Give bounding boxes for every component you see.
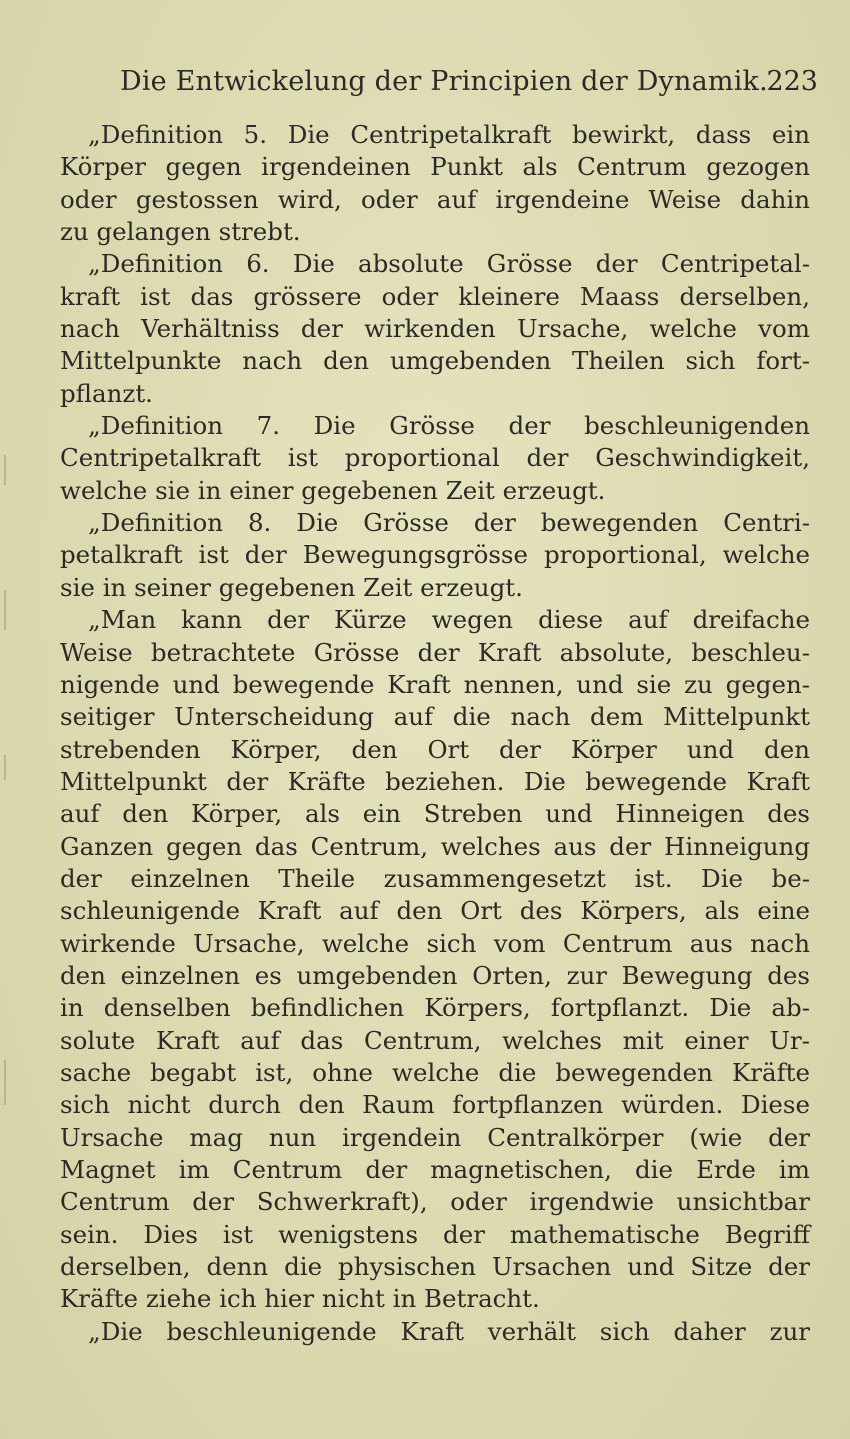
gutter-mark <box>4 455 6 485</box>
text-line: kraft ist das grössere oder kleinere Maass derselben, <box>60 281 810 311</box>
running-title: Die Entwickelung der Principien der Dynamik. <box>120 66 768 97</box>
text-line: der einzelnen Theile zusammengesetzt ist. Die be- <box>60 863 810 893</box>
text-line: solute Kraft auf das Centrum, welches mit einer Ur- <box>60 1025 810 1055</box>
text-line: „Definition 6. Die absolute Grösse der Centripetal- <box>88 249 810 279</box>
text-line: wirkende Ursache, welche sich vom Centrum aus nach <box>60 928 810 958</box>
text-line: Mittelpunkte nach den umgebenden Theilen sich fort- <box>60 346 810 376</box>
text-line: seitiger Unterscheidung auf die nach dem Mittelpunkt <box>60 702 810 732</box>
text-line: sache begabt ist, ohne welche die bewegenden Kräfte <box>60 1057 810 1087</box>
text-line: „Definition 8. Die Grösse der bewegenden Centri- <box>88 508 810 538</box>
text-line: in denselben befindlichen Körpers, fortpflanzt. Die ab- <box>60 993 810 1023</box>
text-line: den einzelnen es umgebenden Orten, zur Bewegung des <box>60 960 810 990</box>
text-line: petalkraft ist der Bewegungsgrösse proportional, welche <box>60 540 810 570</box>
text-line: Kräfte ziehe ich hier nicht in Betracht. <box>60 1284 540 1314</box>
text-line: „Definition 7. Die Grösse der beschleunigenden <box>88 411 810 441</box>
text-line: auf den Körper, als ein Streben und Hinneigen des <box>60 799 810 829</box>
gutter-mark <box>4 1060 6 1105</box>
text-line: schleunigende Kraft auf den Ort des Körpers, als eine <box>60 896 810 926</box>
text-line: Centrum der Schwerkraft), oder irgendwie unsichtbar <box>60 1187 810 1217</box>
page-header <box>120 62 820 102</box>
text-line: Magnet im Centrum der magnetischen, die Erde im <box>60 1155 810 1184</box>
text-line: pflanzt. <box>60 378 153 408</box>
text-line: Weise betrachtete Grösse der Kraft absolute, beschleu- <box>60 637 810 667</box>
gutter-mark <box>4 590 6 630</box>
text-line: strebenden Körper, den Ort der Körper und den <box>60 734 810 764</box>
text-line: Centripetalkraft ist proportional der Geschwindigkeit, <box>60 443 810 473</box>
text-line: nigende und bewegende Kraft nennen, und sie zu gegen- <box>60 669 810 699</box>
text-line: sie in seiner gegebenen Zeit erzeugt. <box>60 572 523 602</box>
body-text <box>60 119 810 1348</box>
text-line: Ursache mag nun irgendein Centralkörper (wie der <box>60 1122 810 1152</box>
text-line: „Definition 5. Die Centripetalkraft bewirkt, dass ein <box>88 120 810 149</box>
text-line: Ganzen gegen das Centrum, welches aus der Hinneigung <box>60 831 810 861</box>
text-line: Mittelpunkt der Kräfte beziehen. Die bewegende Kraft <box>60 766 810 796</box>
text-line: oder gestossen wird, oder auf irgendeine Weise dahin <box>60 184 810 214</box>
page-number: 223 <box>766 66 818 97</box>
text-line: sich nicht durch den Raum fortpflanzen würden. Diese <box>60 1090 810 1120</box>
text-line: nach Verhältniss der wirkenden Ursache, welche vom <box>60 314 810 344</box>
text-line: derselben, denn die physischen Ursachen und Sitze der <box>60 1252 810 1282</box>
text-line: welche sie in einer gegebenen Zeit erzeugt. <box>60 475 606 505</box>
text-line: zu gelangen strebt. <box>60 217 301 247</box>
text-line: „Die beschleunigende Kraft verhält sich daher zur <box>88 1316 810 1346</box>
gutter-mark <box>4 755 6 780</box>
text-line: Körper gegen irgendeinen Punkt als Centrum gezogen <box>60 152 810 182</box>
text-line: sein. Dies ist wenigstens der mathematische Begriff <box>60 1219 810 1249</box>
text-line: „Man kann der Kürze wegen diese auf dreifache <box>88 605 810 635</box>
